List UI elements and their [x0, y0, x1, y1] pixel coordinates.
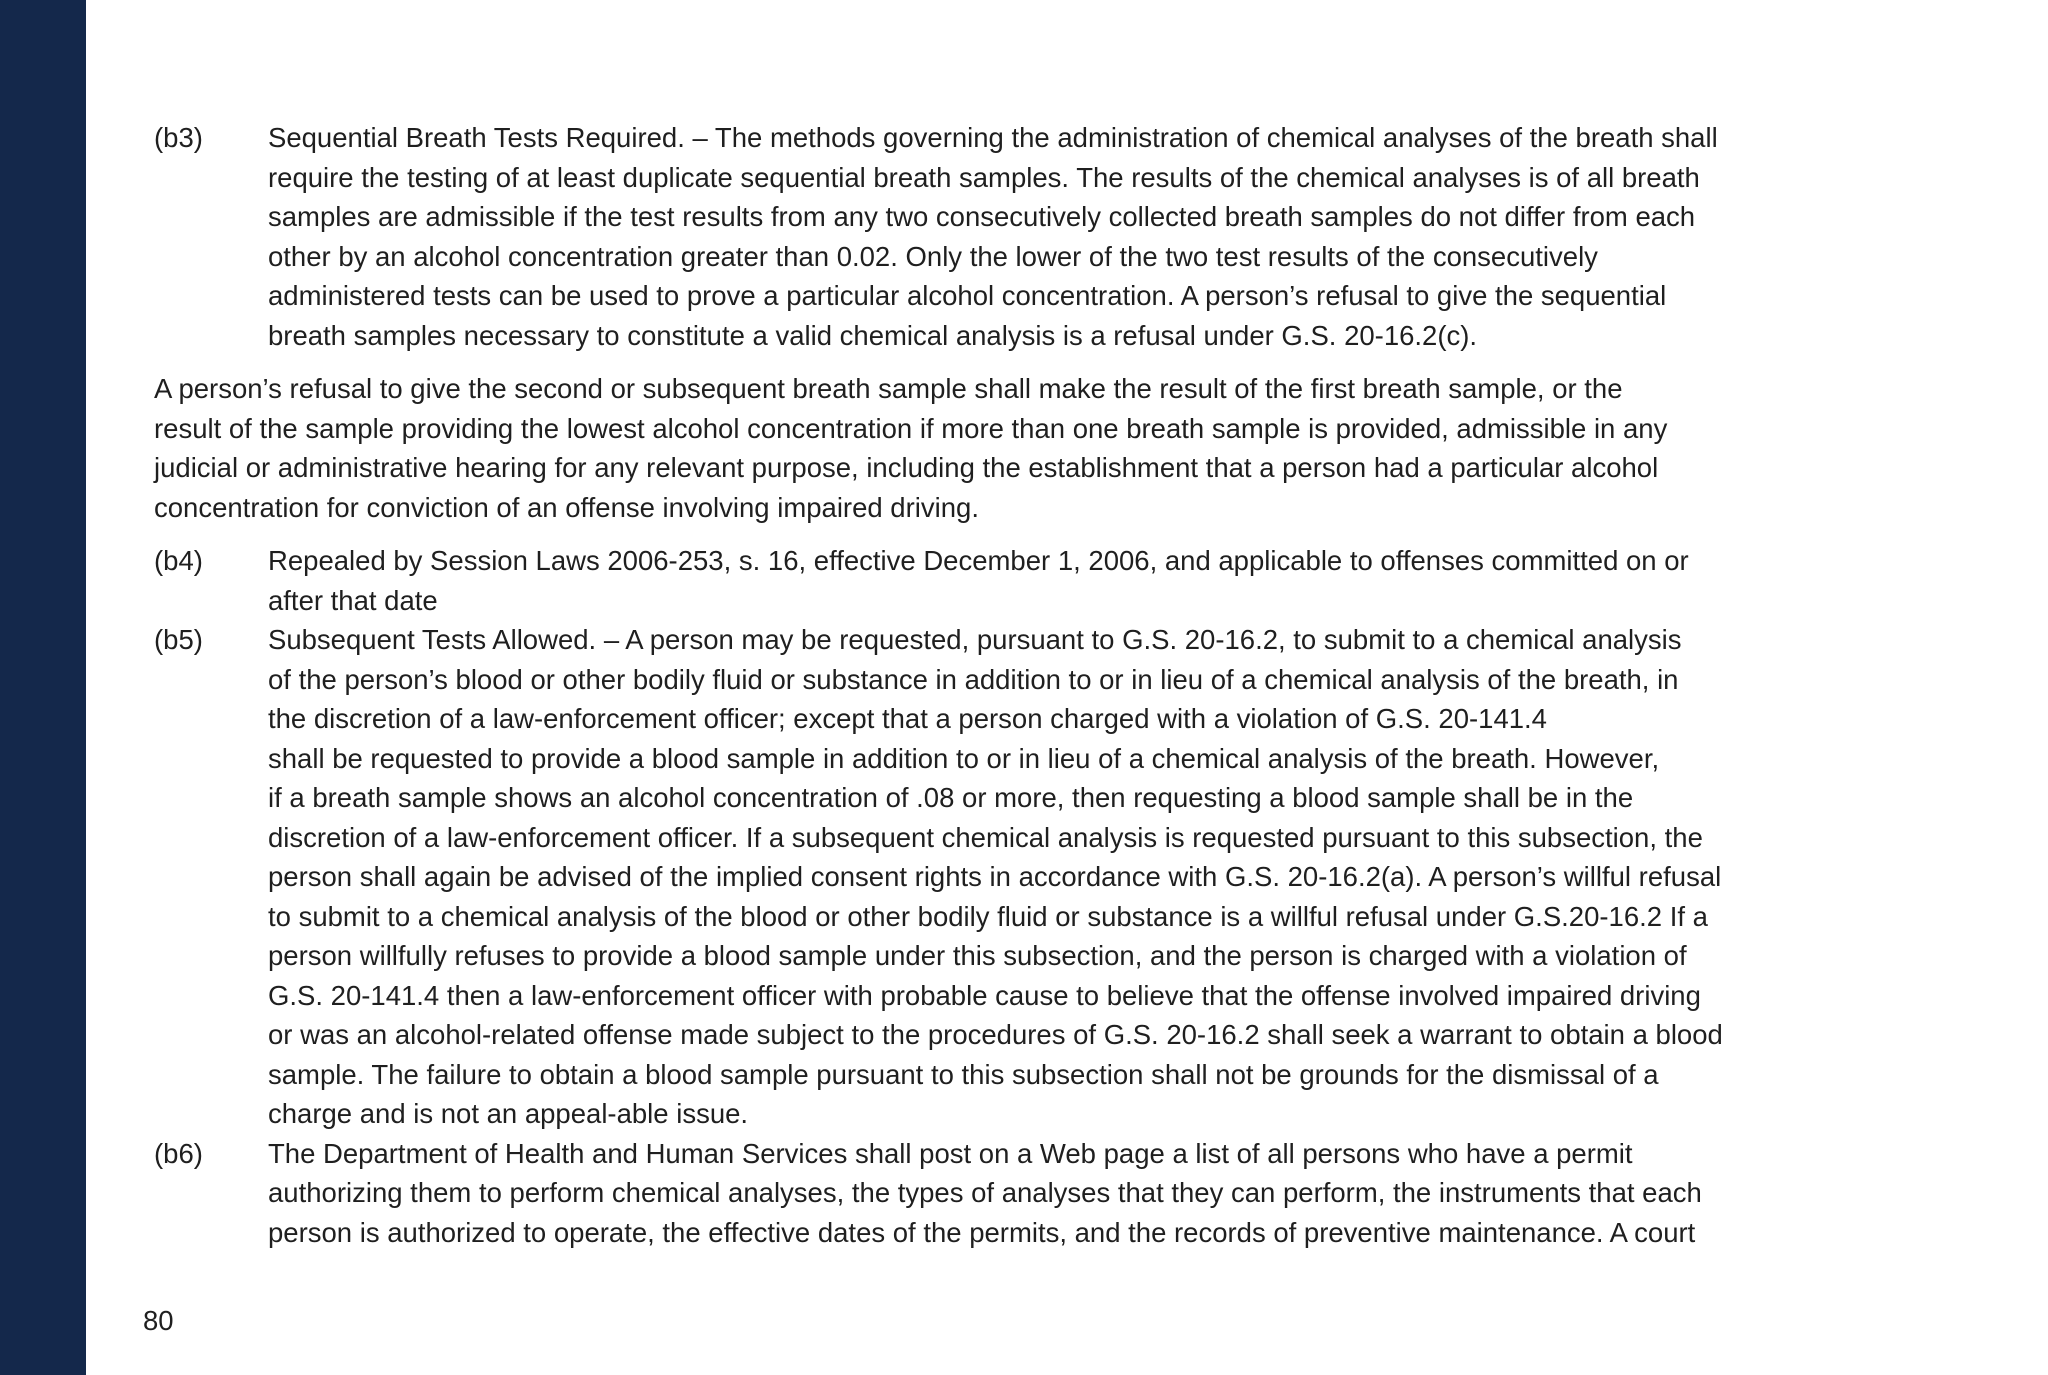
section-b5-line: if a breath sample shows an alcohol concentration of .08 or more, then requesting a blood sample shall be in the [268, 782, 1634, 813]
section-b5-line: charge and is not an appeal-able issue. [268, 1098, 749, 1129]
document-body [154, 118, 1944, 1252]
section-label-b3: (b3) [154, 122, 203, 153]
sidebar-color-band [0, 0, 86, 1375]
refusal-paragraph [154, 369, 1944, 527]
section-b5-line: shall be requested to provide a blood sample in addition to or in lieu of a chemical analysis of the breath. However, [268, 742, 1660, 774]
section-b5-line: person willfully refuses to provide a blood sample under this subsection, and the person is charged with a violation of [268, 940, 1687, 971]
page-number: 80 [143, 1305, 174, 1336]
section-b6-line: person is authorized to operate, the effective dates of the permits, and the records of preventive maintenance. A court [268, 1216, 1696, 1248]
section-b5-line: person shall again be advised of the implied consent rights in accordance with G.S. 20-16.2(a). A person’s willful refusal [268, 861, 1722, 892]
section-b5-line: the discretion of a law-enforcement officer; except that a person charged with a violation of G.S. 20-141.4 [268, 703, 1547, 734]
section-b3-first-line [154, 118, 1944, 158]
paragraph-line: A person’s refusal to give the second or subsequent breath sample shall make the result of the first breath sample, or the [154, 373, 1623, 404]
section-b6 [154, 1134, 1944, 1253]
section-b5-line: Subsequent Tests Allowed. – A person may be requested, pursuant to G.S. 20-16.2, to submit to a chemical analysis [268, 624, 1682, 655]
section-b3-line: breath samples necessary to constitute a valid chemical analysis is a refusal under G.S. 20-16.2(c). [268, 319, 1478, 351]
spacer [154, 527, 1944, 541]
section-b4 [154, 541, 1944, 620]
section-b3-line: Sequential Breath Tests Required. – The methods governing the administration of chemical analyses of the breath shall [268, 122, 1718, 153]
section-b5-first-line [154, 620, 1944, 660]
section-b3-line: require the testing of at least duplicate sequential breath samples. The results of the chemical analyses is of all breath [268, 161, 1700, 193]
section-label-b4: (b4) [154, 545, 203, 576]
paragraph-line: result of the sample providing the lowest alcohol concentration if more than one breath sample is provided, admissible in any [154, 412, 1668, 444]
paragraph-line: judicial or administrative hearing for any relevant purpose, including the establishment that a person had a particular alcohol [154, 452, 1659, 483]
section-b6-first-line [154, 1134, 1944, 1174]
section-b5-line: G.S. 20-141.4 then a law-enforcement officer with probable cause to believe that the offense involved impaired driving [268, 979, 1701, 1011]
section-b5-line: to submit to a chemical analysis of the blood or other bodily fluid or substance is a willful refusal under G.S.20-16.2 If a [268, 900, 1708, 932]
section-b3-line: administered tests can be used to prove a particular alcohol concentration. A person’s refusal to give the sequential [268, 280, 1667, 311]
section-b5-line: or was an alcohol-related offense made subject to the procedures of G.S. 20-16.2 shall seek a warrant to obtain a blood [268, 1019, 1723, 1050]
section-b3-line: samples are admissible if the test results from any two consecutively collected breath samples do not differ from each [268, 201, 1696, 232]
section-b3-line: other by an alcohol concentration greater than 0.02. Only the lower of the two test results of the consecutively [268, 240, 1598, 272]
section-b6-line: The Department of Health and Human Services shall post on a Web page a list of all persons who have a permit [268, 1137, 1633, 1169]
section-label-b6: (b6) [154, 1137, 203, 1169]
section-b5-line: discretion of a law-enforcement officer. If a subsequent chemical analysis is requested pursuant to this subsection, the [268, 821, 1703, 853]
section-b5 [154, 620, 1944, 1134]
section-label-b5: (b5) [154, 624, 203, 655]
spacer [154, 355, 1944, 369]
section-b4-first-line [154, 541, 1944, 581]
section-b6-line: authorizing them to perform chemical analyses, the types of analyses that they can perform, the instruments that each [268, 1177, 1702, 1208]
section-b4-line: after that date [268, 584, 438, 616]
paragraph-line: concentration for conviction of an offense involving impaired driving. [154, 491, 979, 523]
section-b3 [154, 118, 1944, 355]
section-b4-line: Repealed by Session Laws 2006-253, s. 16, effective December 1, 2006, and applicable to offenses committed on or [268, 545, 1689, 576]
section-b5-line: sample. The failure to obtain a blood sample pursuant to this subsection shall not be grounds for the dismissal of a [268, 1058, 1659, 1090]
section-b5-line: of the person’s blood or other bodily fluid or substance in addition to or in lieu of a chemical analysis of the breath, in [268, 663, 1679, 695]
